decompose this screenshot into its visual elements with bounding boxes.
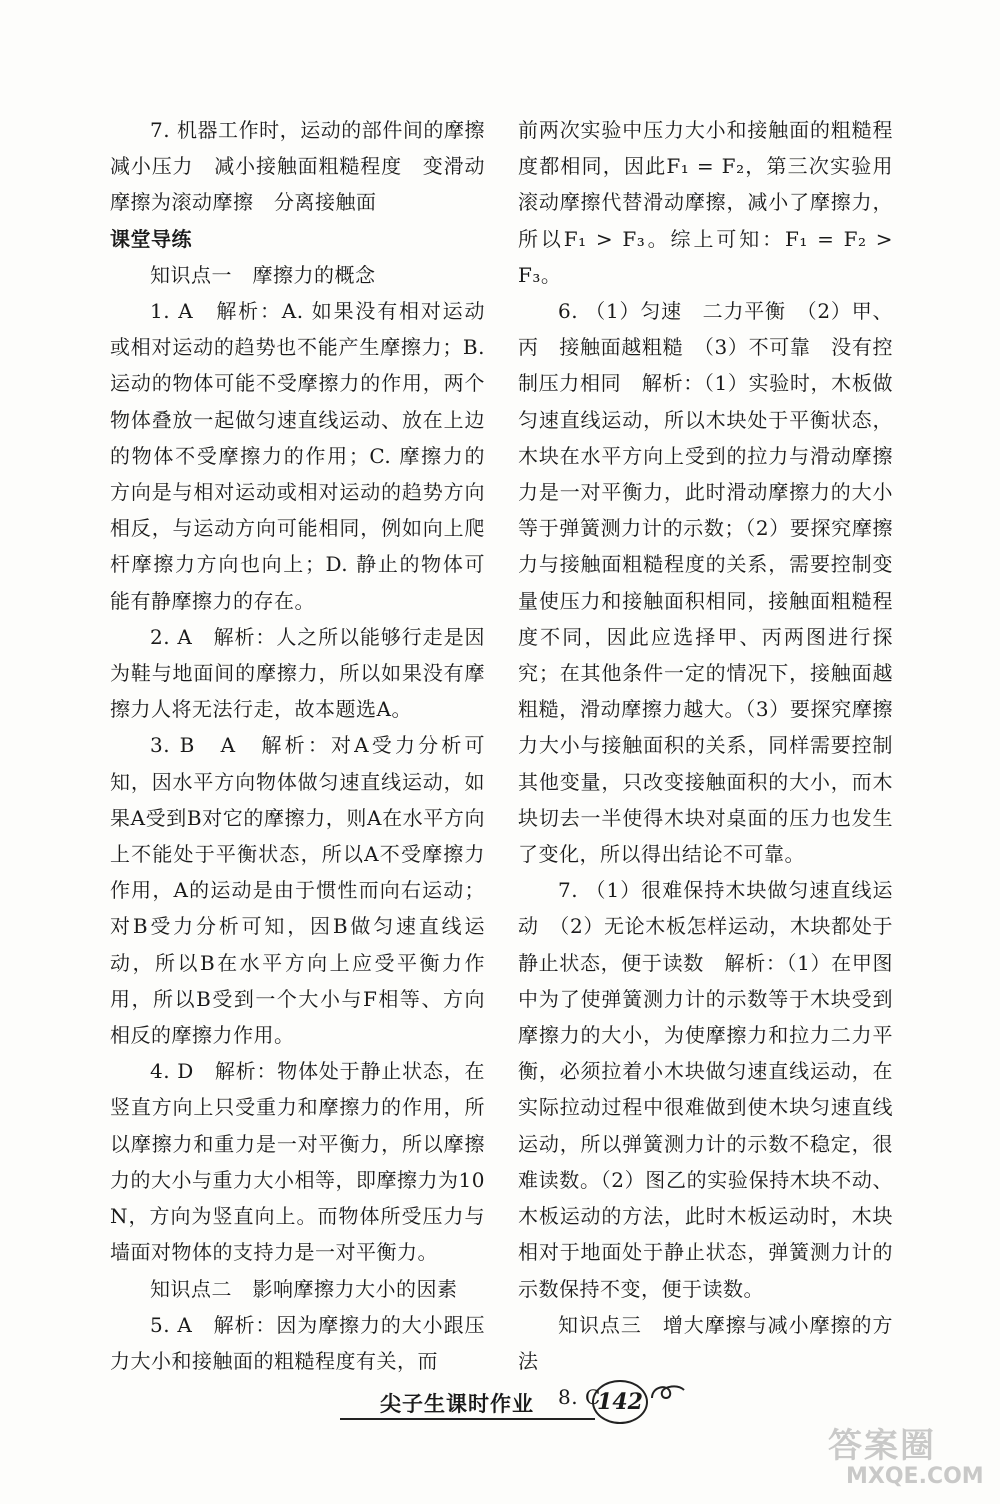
left-column [110, 112, 506, 1379]
footer-title: 尖子生课时作业 [380, 1392, 534, 1416]
watermark-text: 答案圈 [828, 1426, 936, 1466]
watermark-url: MXQE.COM [846, 1464, 984, 1489]
answer-paragraph: 3. B A 解析：对A受力分析可知，因水平方向物体做匀速直线运动，如果A受到B对它的摩擦力，则A在水平方向上不能处于平衡状态，所以A不受摩擦力作用，A的运动是由于惯性而向右运动；对B受力分析可知，因B做匀速直线运动，所以B在水平方向上应受平衡力作用，所以B受到一个大小与F相等、方向相反的摩擦力作用。 [110, 733, 485, 1048]
section-heading: 课堂导练 [110, 226, 192, 251]
answer-paragraph: 7. （1）很难保持木块做匀速直线运动 （2）无论木板怎样运动，木块都处于静止状态，便于读数 解析：（1）在甲图中为了使弹簧测力计的示数等于木块受到摩擦力的大小，为使摩擦力和拉力二力平衡，必须拉着小木块做匀速直线运动，在实际拉动过程中很难做到使木块匀速直线运动，所以弹簧测力计的示数不稳定，很难读数。（2）图乙的实验保持木块不动、木板运动的方法，此时木板运动时，木块相对于地面处于静止状态，弹簧测力计的示数保持不变，便于读数。 [518, 878, 893, 1301]
answer-paragraph: 5. A 解析：因为摩擦力的大小跟压力大小和接触面的粗糙程度有关，而 [110, 1312, 485, 1373]
knowledge-point-heading: 知识点三 增大摩擦与减小摩擦的方法 [518, 1312, 893, 1373]
answer-paragraph: 6. （1）匀速 二力平衡 （2）甲、丙 接触面越粗糙 （3）不可靠 没有控制压力相同 解析：（1）实验时，木板做匀速直线运动，所以木块处于平衡状态，木块在水平方向上受到的拉力与滑动摩擦力是一对平衡力，此时滑动摩擦力的大小等于弹簧测力计的示数；（2）要探究摩擦力与接触面粗糙程度的关系，需要控制变量使压力和接触面积相同，接触面粗糙程度不同，因此应选择甲、丙两图进行探究；在其他条件一定的情况下，接触面越粗糙，滑动摩擦力越大。（3）要探究摩擦力大小与接触面积的关系，同样需要控制其他变量，只改变接触面积的大小，而木块切去一半使得木块对桌面的压力也发生了变化，所以得出结论不可靠。 [518, 299, 893, 867]
knowledge-point-heading: 知识点一 摩擦力的概念 [150, 262, 376, 287]
answer-paragraph: 4. D 解析：物体处于静止状态，在竖直方向上只受重力和摩擦力的作用，所以摩擦力和重力是一对平衡力，所以摩擦力的大小与重力大小相等，即摩擦力为10 N，方向为竖直向上。而物体所受压力与墙面对物体的支持力是一对平衡力。 [110, 1059, 485, 1265]
watermark-logo [828, 1418, 988, 1498]
answer-paragraph: 8. C [558, 1385, 601, 1410]
page-number: 142 [592, 1380, 648, 1424]
knowledge-point-heading: 知识点二 影响摩擦力大小的因素 [150, 1276, 458, 1301]
answer-paragraph: 1. A 解析：A. 如果没有相对运动或相对运动的趋势也不能产生摩擦力；B. 运动的物体可能不受摩擦力的作用，两个物体叠放一起做匀速直线运动、放在上边的物体不受摩擦力的作用；C. 摩擦力的方向是与相对运动或相对运动的趋势方向相反，与运动方向可能相同，例如向上爬杆摩擦力方向也向上；D. 静止的物体可能有静摩擦力的存在。 [110, 299, 485, 613]
swirl-ornament-icon [648, 1378, 688, 1408]
right-column [518, 112, 893, 1415]
continued-paragraph: 前两次实验中压力大小和接触面的粗糙程度都相同，因此F₁ = F₂，第三次实验用滚动摩擦代替滑动摩擦，减小了摩擦力，所以F₁ > F₃。综上可知：F₁ = F₂ > F₃。 [518, 118, 893, 287]
answer-paragraph: 2. A 解析：人之所以能够行走是因为鞋与地面间的摩擦力，所以如果没有摩擦力人将无法行走，故本题选A。 [110, 624, 485, 722]
answer-paragraph: 7. 机器工作时，运动的部件间的摩擦 减小压力 减小接触面粗糙程度 变滑动摩擦为滚动摩擦 分离接触面 [110, 118, 506, 215]
page-footer [330, 1370, 710, 1430]
footer-rule [340, 1418, 595, 1420]
